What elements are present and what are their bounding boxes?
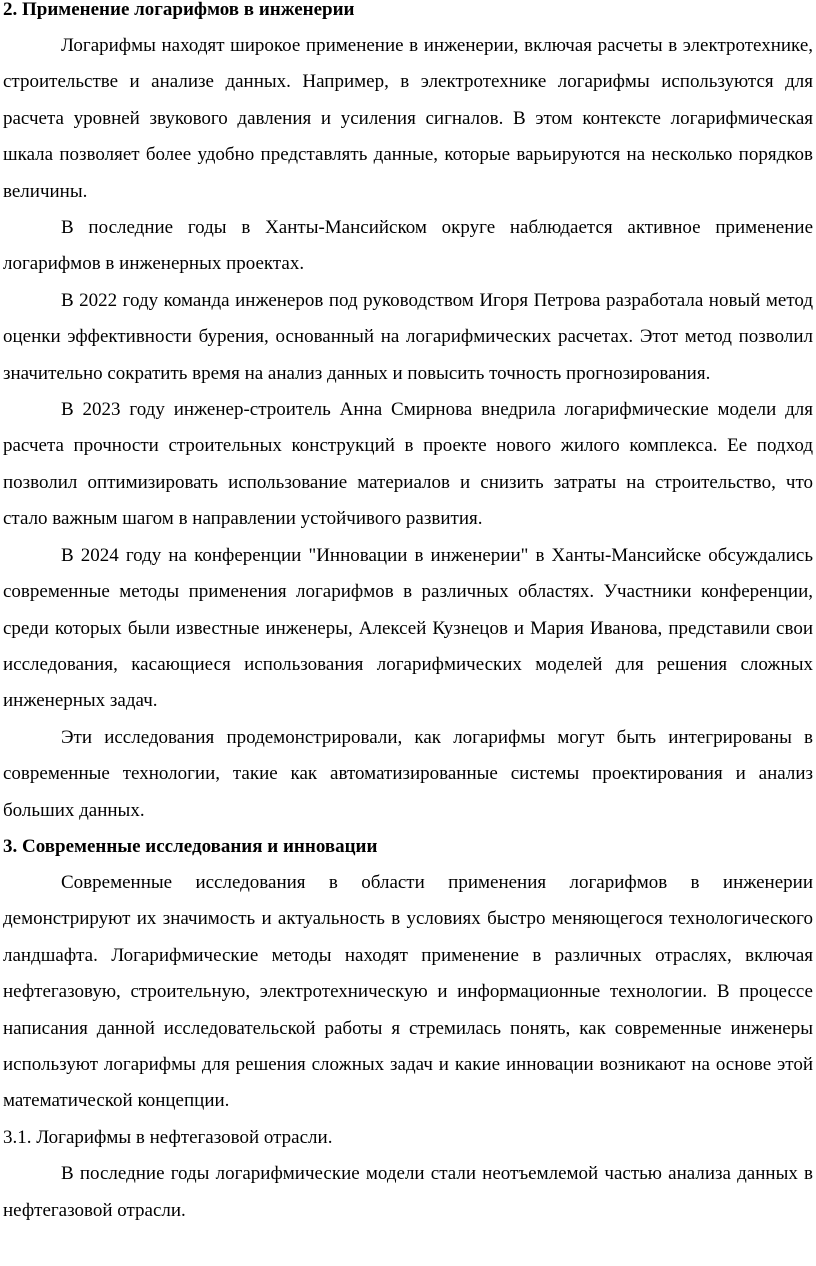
section-2-heading: 2. Применение логарифмов в инженерии (3, 0, 355, 20)
section-2-paragraph-4: В 2023 году инженер-строитель Анна Смирнова внедрила логарифмические модели для расчета прочности строительных конструкций в проекте нового жилого комплекса. Ее подход позволил оптимизировать использование материалов и снизить затраты на строительство, что стало важным шагом в направлении устойчивого развития. (3, 399, 813, 530)
section-2-paragraph-3: В 2022 году команда инженеров под руководством Игоря Петрова разработала новый метод оценки эффективности бурения, основанный на логарифмических расчетах. Этот метод позволил значительно сократить время на анализ данных и повысить точность прогнозирования. (3, 289, 813, 384)
section-3-paragraph-1: Современные исследования в области применения логарифмов в инженерии демонстрируют их значимость и актуальность в условиях быстро меняющегося технологического ландшафта. Логарифмические методы находят применение в различных отраслях, включая нефтегазовую, строительную, электротехническую и информационные технологии. В процессе написания данной исследовательской работы я стремилась понять, как современные инженеры используют логарифмы для решения сложных задач и какие инновации возникают на основе этой математической концепции. (3, 871, 813, 1112)
section-2-paragraph-2: В последние годы в Ханты-Мансийском округе наблюдается активное применение логарифмов в инженерных проектах. (3, 217, 813, 275)
subsection-3-1-heading: 3.1. Логарифмы в нефтегазовой отрасли. (3, 1126, 333, 1148)
subsection-3-1-paragraph-1: В последние годы логарифмические модели стали неотъемлемой частью анализа данных в нефтегазовой отрасли. (3, 1163, 813, 1221)
section-2-paragraph-5: В 2024 году на конференции "Инновации в инженерии" в Ханты-Мансийске обсуждались современные методы применения логарифмов в различных областях. Участники конференции, среди которых были известные инженеры, Алексей Кузнецов и Мария Иванова, представили свои исследования, касающиеся использования логарифмических моделей для решения сложных инженерных задач. (3, 544, 813, 712)
section-3-heading: 3. Современные исследования и инновации (3, 835, 378, 857)
section-2-paragraph-1: Логарифмы находят широкое применение в инженерии, включая расчеты в электротехнике, строительстве и анализе данных. Например, в электротехнике логарифмы используются для расчета уровней звукового давления и усиления сигналов. В этом контексте логарифмическая шкала позволяет более удобно представлять данные, которые варьируются на несколько порядков величины. (3, 35, 813, 202)
section-2-paragraph-6: Эти исследования продемонстрировали, как логарифмы могут быть интегрированы в современные технологии, такие как автоматизированные системы проектирования и анализ больших данных. (3, 726, 813, 821)
